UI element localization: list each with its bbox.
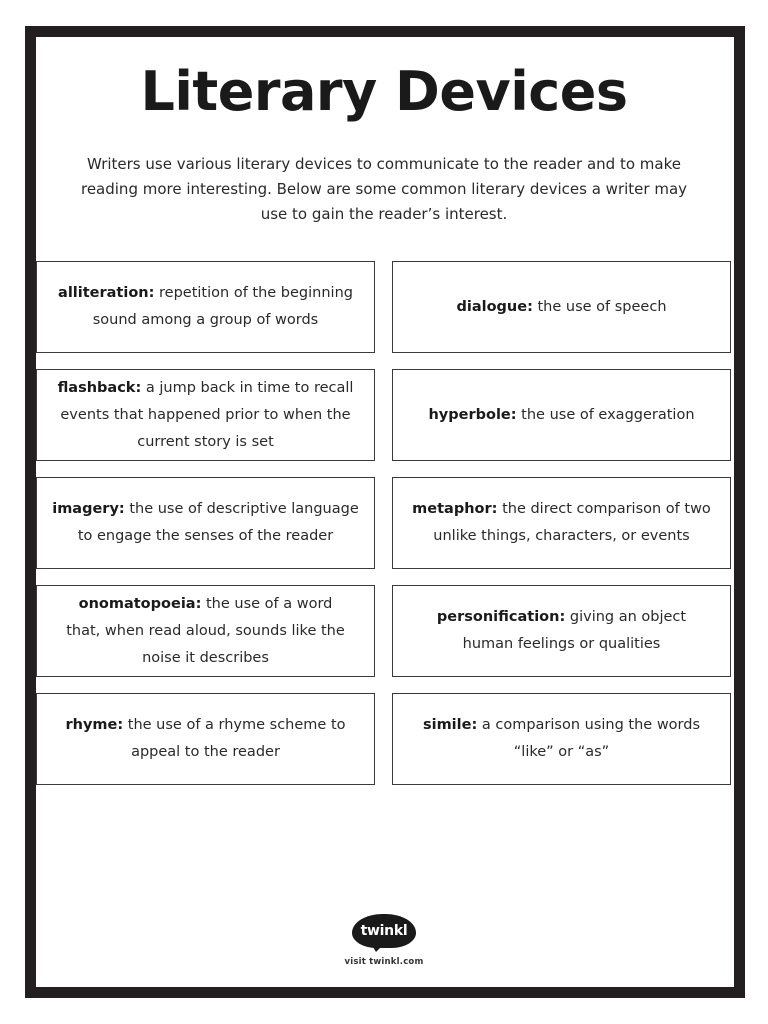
device-definition: the direct comparison of two unlike things, characters, or events <box>433 501 711 544</box>
device-definition: giving an object human feelings or qualities <box>462 609 687 652</box>
logo-text: twinkl <box>360 923 408 939</box>
device-card-dialogue <box>392 261 731 353</box>
device-term: metaphor: <box>412 501 498 517</box>
device-definition: the use of a rhyme scheme to appeal to the reader <box>127 717 346 760</box>
device-card-hyperbole <box>392 369 731 461</box>
device-term: flashback: <box>57 379 142 396</box>
device-card-text <box>61 591 351 672</box>
device-card-text <box>56 375 356 456</box>
device-card-onomatopoeia <box>36 585 375 677</box>
device-card-text <box>428 402 694 429</box>
twinkl-logo-icon <box>348 914 420 958</box>
page-title: Literary Devices <box>140 60 628 123</box>
device-card-text <box>412 496 712 550</box>
device-card-alliteration <box>36 261 375 353</box>
device-card-text <box>56 280 356 334</box>
device-definition: a comparison using the words “like” or “as” <box>481 717 701 760</box>
device-definition: the use of a word that, when read aloud, sounds like the noise it describes <box>66 595 345 666</box>
device-card-text <box>456 294 666 321</box>
intro-paragraph: Writers use various literary devices to communicate to the reader and to make reading more interesting. Below are some common literary devices a writer may use to gain the reader’s interest. <box>80 155 688 223</box>
device-card-text <box>412 604 712 658</box>
device-definition: the use of exaggeration <box>521 406 695 423</box>
device-definition: a jump back in time to recall events that happened prior to when the current story is set <box>60 379 354 450</box>
device-card-personification <box>392 585 731 677</box>
device-term: hyperbole: <box>428 406 517 423</box>
device-card-imagery <box>36 477 375 569</box>
logo-tail <box>370 942 386 952</box>
device-definition: the use of descriptive language to engage the senses of the reader <box>77 501 359 544</box>
device-card-text <box>47 496 364 550</box>
device-term: alliteration: <box>58 285 155 301</box>
device-card-rhyme <box>36 693 375 785</box>
device-term: onomatopoeia: <box>78 595 202 612</box>
device-card-flashback <box>36 369 375 461</box>
device-card-metaphor <box>392 477 731 569</box>
device-term: rhyme: <box>65 717 124 733</box>
footer-url: visit twinkl.com <box>344 957 424 967</box>
device-term: simile: <box>422 717 478 733</box>
device-card-text <box>417 712 707 766</box>
device-term: imagery: <box>52 501 125 517</box>
device-term: dialogue: <box>456 298 533 315</box>
device-card-text <box>61 712 351 766</box>
device-card-simile <box>392 693 731 785</box>
device-definition: repetition of the beginning sound among a group of words <box>92 285 353 328</box>
device-term: personification: <box>436 609 566 625</box>
device-definition: the use of speech <box>537 298 667 315</box>
